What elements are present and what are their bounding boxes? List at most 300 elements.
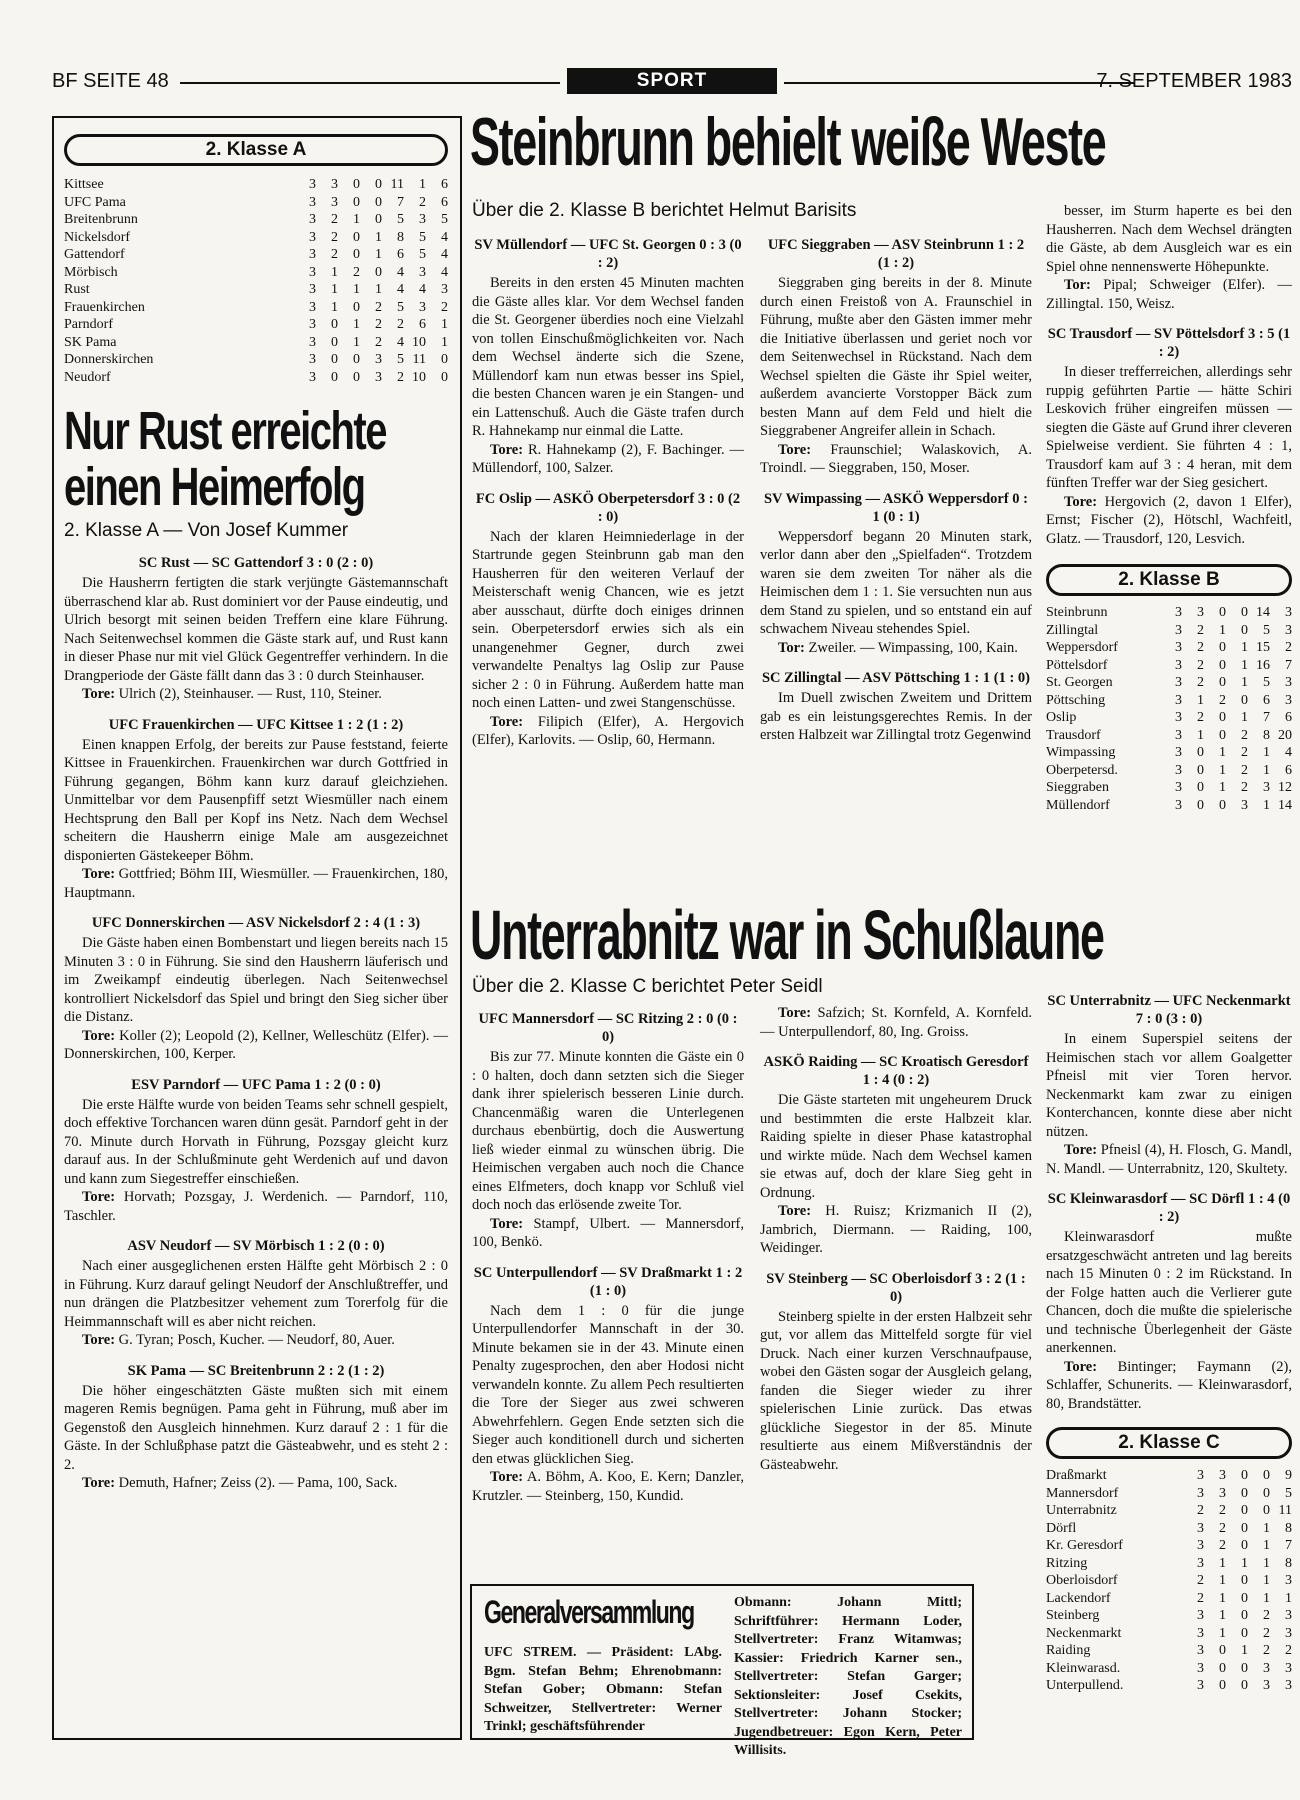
- match-report: Weppersdorf begann 20 Minuten stark, verlor dann aber den „Spielfaden“. Trotzdem waren sie dem zweiten Tor näher als die Heimischen dem 1 : 1. Sie versuchten nun aus dem Stand zu spielen, und so entstand ein auf schwachem Niveau stehendes Spiel.: [760, 528, 1032, 637]
- match-title: UFC Mannersdorf — SC Ritzing 2 : 0 (0 : 0): [478, 1011, 738, 1045]
- match-report: Steinberg spielte in der ersten Halbzeit sehr gut, vor allem das Mittelfeld sorgte für viel Druck. Nach einer kurzen Verschnaufpause, wobei den Gästen sogar der Ausgleich gelang, fanden die Sieger wieder zu ihrer spielerischen Linie zurück. Das etwas glückliche Siegestor in der 85. Minute resultierte aus einem Mißverständnis der Gästeabwehr.: [760, 1308, 1032, 1473]
- stat-cell: 1: [1219, 622, 1226, 638]
- stat-cell: 3: [1263, 1678, 1270, 1693]
- table-row: [1046, 692, 1292, 710]
- stat-cell: 0: [1219, 1660, 1226, 1676]
- stat-cell: 1: [1263, 1590, 1270, 1606]
- stat-cell: 3: [441, 282, 448, 297]
- stat-cell: 0: [1197, 745, 1204, 760]
- stat-cell: 5: [441, 212, 448, 227]
- match-report: Die höher eingeschätzten Gäste mußten sich mit einem mageren Remis begnügen. Pama geht in Führung, muß aber im Gegenstoß den Ausgleich hinnehmen. Kurz darauf 2 : 1 für die Gäste. In der Schlußphase patzt die Gästeabwehr, und es steht 2 : 2.: [64, 1382, 448, 1473]
- stat-cell: 3: [309, 352, 316, 367]
- team-name: Weppersdorf: [1046, 640, 1118, 655]
- match-title: ASV Neudorf — SV Mörbisch 1 : 2 (0 : 0): [127, 1238, 385, 1254]
- stat-cell: 3: [1197, 605, 1204, 620]
- table-row: [1046, 1607, 1292, 1625]
- klasse-b-column-2: [760, 224, 1032, 745]
- stat-cell: 1: [353, 334, 360, 350]
- table-row: [1046, 709, 1292, 727]
- table-row: [1046, 1485, 1292, 1503]
- table-row: [1046, 1537, 1292, 1555]
- stat-cell: 3: [1285, 1678, 1292, 1693]
- stat-cell: 2: [353, 264, 360, 280]
- team-name: Kleinwarasd.: [1046, 1660, 1121, 1676]
- stat-cell: 4: [419, 282, 426, 297]
- stat-cell: 1: [1219, 1625, 1226, 1641]
- stat-cell: 3: [1197, 1520, 1204, 1536]
- match-report: In dieser trefferreichen, allerdings sehr ruppig geführten Partie — hätte Schiri Leskovich früher eingreifen müssen — siegten die Gäste auf Grund ihrer cleveren Spielweise verdient. Sie führten 4 : 1, Trausdorf kam auf 3 : 4 heran, mit dem fünften Treffer war der Sieg gesichert.: [1046, 364, 1292, 491]
- stat-cell: 4: [441, 247, 448, 262]
- stat-cell: 11: [1278, 1503, 1292, 1518]
- page-header: [52, 68, 1292, 96]
- stat-cell: 14: [1278, 797, 1292, 813]
- stat-cell: 16: [1256, 657, 1270, 673]
- stat-cell: 3: [309, 369, 316, 385]
- stat-cell: 3: [1175, 797, 1182, 813]
- stat-cell: 5: [397, 299, 404, 315]
- team-name: Trausdorf: [1046, 727, 1101, 743]
- stat-cell: 2: [375, 334, 382, 350]
- generalversammlung-title: Generalversammlung: [484, 1596, 694, 1630]
- stat-cell: 2: [1285, 1643, 1292, 1658]
- klasse-b-continuation: besser, im Sturm haperte es bei den Hausherren. Nach dem Wechsel drängten die Gäste, ab dem Ausgleich war es ein Spiel ohne nennenswerte Höhepunkte.: [1046, 203, 1292, 275]
- stat-cell: 3: [1219, 1468, 1226, 1483]
- klasse-a-articles: [64, 554, 448, 1493]
- stat-cell: 2: [1197, 675, 1204, 690]
- stat-cell: 2: [1197, 640, 1204, 655]
- stat-cell: 0: [331, 317, 338, 332]
- stat-cell: 1: [1241, 675, 1248, 690]
- stat-cell: 1: [1219, 1608, 1226, 1623]
- klasse-b-table-title: 2. Klasse B: [1046, 564, 1292, 596]
- stat-cell: 3: [1285, 1660, 1292, 1676]
- match-title: UFC Donnerskirchen — ASV Nickelsdorf 2 : 4 (1 : 3): [91, 915, 421, 931]
- match-scorers: Tore: H. Ruisz; Krizmanich II (2), Jambrich, Diermann. — Raiding, 100, Weidinger.: [760, 1203, 1032, 1256]
- klasse-a-headline-2: einen Heimerfolg: [64, 457, 365, 517]
- stat-cell: 2: [1285, 640, 1292, 655]
- match-title: SC Kleinwarasdorf — SC Dörfl 1 : 4 (0 : 2): [1047, 1191, 1291, 1225]
- match-scorers: Tore: Fraunschiel; Walaskovich, A. Troindl. — Sieggraben, 150, Moser.: [760, 441, 1033, 476]
- stat-cell: 0: [1219, 1643, 1226, 1658]
- stat-cell: 1: [1219, 1555, 1226, 1571]
- match-title: SC Zillingtal — ASV Pöttsching 1 : 1 (1 : 0): [761, 670, 1030, 686]
- stat-cell: 2: [1263, 1608, 1270, 1623]
- stat-cell: 0: [1197, 797, 1204, 813]
- stat-cell: 3: [1285, 1573, 1292, 1588]
- team-name: Kittsee: [64, 177, 104, 192]
- stat-cell: 2: [331, 212, 338, 227]
- table-row: [1046, 622, 1292, 640]
- stat-cell: 6: [1285, 710, 1292, 725]
- stat-cell: 0: [1219, 797, 1226, 813]
- match-report: Einen knappen Erfolg, der bereits zur Pause feststand, feierte Kittsee in Frauenkirchen. Frauenkirchen war durch Gottfried in Führung gegangen, Böhm kann kurz darauf gleichziehen. Unmittelbar vor dem Pausenpfiff setzt Wiesmüller nach einem Hechtsprung den Ball per Kopf ins Netz. Nach dem Wechsel scheitern die Hausherrn einige Male am ausgezeichnet disponierten Gästekeeper Böhm.: [64, 736, 448, 864]
- stat-cell: 0: [1241, 1520, 1248, 1536]
- team-name: Unterpullend.: [1046, 1678, 1124, 1693]
- stat-cell: 2: [1197, 657, 1204, 673]
- stat-cell: 1: [375, 247, 382, 262]
- stat-cell: 4: [397, 282, 404, 297]
- stat-cell: 7: [397, 194, 404, 210]
- stat-cell: 0: [1241, 1625, 1248, 1641]
- table-row: [1046, 1555, 1292, 1573]
- stat-cell: 1: [1219, 1590, 1226, 1606]
- stat-cell: 3: [309, 264, 316, 280]
- stat-cell: 1: [1263, 1573, 1270, 1588]
- klasse-c-table-title: 2. Klasse C: [1046, 1427, 1292, 1459]
- stat-cell: 0: [1241, 1538, 1248, 1553]
- stat-cell: 0: [353, 194, 360, 210]
- stat-cell: 8: [1285, 1555, 1292, 1571]
- stat-cell: 4: [1285, 745, 1292, 760]
- stat-cell: 11: [412, 352, 426, 367]
- match-scorers: Tore: Koller (2); Leopold (2), Kellner, Welleschütz (Elfer). — Donnerskirchen, 100, Kerper.: [64, 1027, 448, 1062]
- klasse-c-headline: Unterrabnitz war in Schußlaune: [470, 900, 1104, 966]
- match-report: Die Hausherrn fertigten die stark verjüngte Gästemannschaft überraschend klar ab. Rust dominiert vor der Pause eindeutig, und Ulrich besorgt mit seinen beiden Treffern eine klare Führung. Nach Seitenwechsel kommen die Gäste stark auf, und Rust kann in dieser Phase nur mit viel Glück Gegentreffer verhindern. In die Drangperiode der Gäste fällt dann das 3 : 0 durch Steinhauser.: [64, 575, 448, 684]
- stat-cell: 0: [1219, 640, 1226, 655]
- match-report: Die Gäste haben einen Bombenstart und liegen bereits nach 15 Minuten 3 : 0 in Führung. Sie sind den Hausherrn läuferisch und im Zweikampf eindeutig überlegen. Nach Seitenwechsel kontrolliert Nickelsdorf das Spiel und bringt den Sieg sicher über die Distanz.: [64, 935, 448, 1025]
- stat-cell: 3: [309, 177, 316, 192]
- stat-cell: 3: [1175, 780, 1182, 795]
- match-scorers: Tore: Filipich (Elfer), A. Hergovich (Elfer), Karlovits. — Oslip, 60, Hermann.: [472, 713, 744, 748]
- stat-cell: 0: [441, 352, 448, 367]
- stat-cell: 10: [412, 334, 426, 350]
- stat-cell: 0: [1241, 1678, 1248, 1693]
- match-report: Nach der klaren Heimniederlage in der Startrunde gegen Steinbrunn gab man den Hausherren für den weiteren Verlauf der Meisterschaft wenig Chancen, wie es jetzt aber ausschaut, dürfte doch einiges drinnen sein. Oberpetersdorf erwies sich als ein unangenehmer Gegner, durch zwei verwandelte Penaltys lag Oslip zur Pause sicher 2 : 0 in Führung. Außerdem hatte man noch einen Latten- und zwei Stangenschüsse.: [472, 528, 744, 711]
- stat-cell: 6: [1263, 692, 1270, 708]
- klasse-b-table: [1046, 604, 1292, 814]
- stat-cell: 3: [1175, 692, 1182, 708]
- stat-cell: 1: [1219, 1573, 1226, 1588]
- table-row: [64, 229, 448, 247]
- stat-cell: 3: [419, 264, 426, 280]
- stat-cell: 1: [1263, 1538, 1270, 1553]
- stat-cell: 3: [1285, 622, 1292, 638]
- stat-cell: 2: [1241, 745, 1248, 760]
- team-name: Zillingtal: [1046, 622, 1099, 638]
- stat-cell: 5: [397, 212, 404, 227]
- match-title: SC Unterpullendorf — SV Draßmarkt 1 : 2 (1 : 0): [473, 1264, 743, 1299]
- stat-cell: 0: [1219, 675, 1226, 690]
- team-name: Ritzing: [1046, 1555, 1088, 1571]
- stat-cell: 0: [353, 369, 360, 385]
- stat-cell: 0: [441, 369, 448, 385]
- stat-cell: 3: [1175, 675, 1182, 690]
- klasse-a-box: [52, 116, 462, 1740]
- team-name: Neudorf: [64, 369, 111, 385]
- team-name: Breitenbrunn: [64, 212, 138, 227]
- stat-cell: 6: [419, 317, 426, 332]
- klasse-b-column-1: [472, 224, 744, 750]
- team-name: Pöttsching: [1046, 692, 1106, 708]
- match-scorers: Tor: Zweiler. — Wimpassing, 100, Kain.: [778, 639, 1018, 656]
- match-report: Sieggraben ging bereits in der 8. Minute durch einen Freistoß von A. Fraunschiel in Führung, mußte aber den Gästen immer mehr die Initiative überlassen und geriet noch vor dem Seitenwechsel in Rückstand. Nach dem Wechsel spielten die Gäste ihr Spiel weiter, außerdem avancierte Vorstopper Bäck zum besten Mann auf dem Feld und hielt die Sieggrabener Angreifer allein in Schach.: [760, 275, 1032, 439]
- generalversammlung-box: [470, 1584, 974, 1758]
- stat-cell: 3: [331, 177, 338, 192]
- team-name: SK Pama: [64, 334, 117, 350]
- stat-cell: 3: [1197, 1538, 1204, 1553]
- table-row: [64, 334, 448, 352]
- stat-cell: 6: [441, 194, 448, 210]
- stat-cell: 5: [1263, 675, 1270, 690]
- team-name: Frauenkirchen: [64, 299, 145, 315]
- stat-cell: 3: [1197, 1660, 1204, 1676]
- table-row: [1046, 1642, 1292, 1660]
- table-row: [64, 264, 448, 282]
- klasse-a-table: [64, 176, 448, 386]
- klasse-c-column-2-articles: [760, 1053, 1032, 1474]
- klasse-c-headline-wrap: [470, 900, 1300, 966]
- stat-cell: 3: [1175, 640, 1182, 655]
- stat-cell: 2: [1241, 727, 1248, 743]
- stat-cell: 3: [1285, 1625, 1292, 1641]
- table-row: [1046, 1625, 1292, 1643]
- stat-cell: 3: [1175, 622, 1182, 638]
- stat-cell: 14: [1256, 605, 1270, 620]
- stat-cell: 2: [1219, 1520, 1226, 1536]
- issue-date: 7. SEPTEMBER 1983: [1096, 70, 1292, 92]
- match-report: Im Duell zwischen Zweitem und Drittem gab es ein leistungsgerechtes Remis. In der ersten Halbzeit war Zillingtal trotz Gegenwind: [760, 690, 1032, 743]
- team-name: Unterrabnitz: [1046, 1503, 1117, 1518]
- stat-cell: 1: [1285, 1590, 1292, 1606]
- table-row: [1046, 727, 1292, 745]
- stat-cell: 0: [375, 212, 382, 227]
- stat-cell: 2: [1263, 1625, 1270, 1641]
- table-row: [64, 369, 448, 387]
- stat-cell: 2: [1241, 780, 1248, 795]
- stat-cell: 2: [375, 317, 382, 332]
- stat-cell: 3: [1197, 1555, 1204, 1571]
- match-report: Kleinwarasdorf mußte ersatzgeschwächt antreten und lag bereits nach 15 Minuten 0 : 2 im Rückstand. In der Folge hatten auch die Verlierer gute Chancen, doch die mußte die spielerische und technische Überlegenheit der Gäste anerkennen.: [1046, 1229, 1292, 1356]
- team-name: Draßmarkt: [1046, 1468, 1107, 1483]
- stat-cell: 0: [375, 177, 382, 192]
- section-label: SPORT: [567, 68, 777, 94]
- stat-cell: 0: [353, 299, 360, 315]
- match-report: Nach einer ausgeglichenen ersten Hälfte geht Mörbisch 2 : 0 in Führung. Kurz darauf gelingt Neudorf der Anschlußtreffer, und nun drängen die Platzbesitzer vehement zum Torerfolg für die Heimmannschaft will es aber nicht reichen.: [64, 1258, 448, 1330]
- stat-cell: 1: [1241, 710, 1248, 725]
- stat-cell: 3: [1285, 1608, 1292, 1623]
- stat-cell: 1: [1263, 745, 1270, 760]
- stat-cell: 1: [419, 177, 426, 192]
- table-row: [1046, 1467, 1292, 1485]
- table-row: [1046, 1502, 1292, 1520]
- stat-cell: 2: [1219, 692, 1226, 708]
- team-name: Neckenmarkt: [1046, 1625, 1122, 1641]
- team-name: Steinbrunn: [1046, 605, 1108, 620]
- team-name: Wimpassing: [1046, 745, 1116, 760]
- match-title: SK Pama — SC Breitenbrunn 2 : 2 (1 : 2): [127, 1362, 385, 1379]
- table-row: [64, 211, 448, 229]
- stat-cell: 0: [1219, 1678, 1226, 1693]
- stat-cell: 3: [309, 334, 316, 350]
- stat-cell: 0: [1241, 692, 1248, 708]
- stat-cell: 3: [309, 212, 316, 227]
- match-scorers: Tore: Stampf, Ulbert. — Mannersdorf, 100, Benkö.: [472, 1215, 745, 1250]
- stat-cell: 0: [353, 229, 360, 245]
- team-name: Mörbisch: [64, 264, 118, 280]
- stat-cell: 2: [419, 194, 426, 210]
- stat-cell: 3: [1175, 745, 1182, 760]
- match-title: UFC Frauenkirchen — UFC Kittsee 1 : 2 (1 : 2): [108, 716, 404, 733]
- match-scorers: Tore: R. Hahnekamp (2), F. Bachinger. — Müllendorf, 100, Salzer.: [472, 441, 745, 476]
- stat-cell: 6: [441, 177, 448, 192]
- klasse-c-column-2-tore: Tore: Safzich; St. Kornfeld, A. Kornfeld. — Unterpullendorf, 80, Ing. Groiss.: [760, 1005, 1032, 1040]
- table-row: [64, 246, 448, 264]
- stat-cell: 10: [412, 369, 426, 385]
- team-name: Oberloisdorf: [1046, 1573, 1118, 1588]
- page-label: BF SEITE 48: [52, 70, 169, 92]
- team-name: Müllendorf: [1046, 797, 1110, 813]
- match-title: SC Unterrabnitz — UFC Neckenmarkt 7 : 0 (3 : 0): [1047, 993, 1291, 1027]
- match-title: UFC Sieggraben — ASV Steinbrunn 1 : 2 (1 : 2): [767, 237, 1025, 271]
- stat-cell: 3: [331, 194, 338, 210]
- table-row: [64, 299, 448, 317]
- stat-cell: 1: [1197, 692, 1204, 708]
- table-row: [64, 351, 448, 369]
- table-row: [1046, 744, 1292, 762]
- stat-cell: 8: [1285, 1520, 1292, 1536]
- stat-cell: 0: [1219, 657, 1226, 673]
- stat-cell: 2: [1197, 710, 1204, 725]
- stat-cell: 1: [1241, 640, 1248, 655]
- stat-cell: 3: [419, 212, 426, 227]
- match-scorers: Tore: Pfneisl (4), H. Flosch, G. Mandl, N. Mandl. — Unterrabnitz, 120, Skultety.: [1046, 1142, 1292, 1177]
- stat-cell: 0: [1241, 1503, 1248, 1518]
- stat-cell: 7: [1263, 710, 1270, 725]
- stat-cell: 3: [1197, 1678, 1204, 1693]
- klasse-c-column-2: [760, 1004, 1032, 1474]
- stat-cell: 3: [1241, 797, 1248, 813]
- stat-cell: 2: [331, 229, 338, 245]
- match-scorers: Tore: Ulrich (2), Steinhauser. — Rust, 110, Steiner.: [82, 686, 382, 702]
- stat-cell: 0: [1263, 1485, 1270, 1501]
- stat-cell: 9: [1285, 1468, 1292, 1483]
- team-name: Rust: [64, 282, 90, 297]
- match-title: SC Rust — SC Gattendorf 3 : 0 (2 : 0): [138, 555, 374, 571]
- stat-cell: 3: [1197, 1608, 1204, 1623]
- table-row: [1046, 1677, 1292, 1695]
- stat-cell: 1: [1219, 780, 1226, 795]
- stat-cell: 0: [353, 177, 360, 192]
- stat-cell: 0: [331, 334, 338, 350]
- match-title: ASKÖ Raiding — SC Kroatisch Geresdorf 1 : 4 (0 : 2): [763, 1054, 1029, 1088]
- table-row: [1046, 1572, 1292, 1590]
- stat-cell: 0: [1241, 1608, 1248, 1623]
- klasse-c-column-1: [472, 998, 744, 1505]
- stat-cell: 5: [1263, 622, 1270, 638]
- stat-cell: 5: [397, 352, 404, 367]
- table-row: [1046, 674, 1292, 692]
- table-row: [1046, 779, 1292, 797]
- team-name: Donnerskirchen: [64, 352, 154, 367]
- stat-cell: 2: [397, 369, 404, 385]
- stat-cell: 3: [1197, 1625, 1204, 1641]
- stat-cell: 1: [331, 282, 338, 297]
- stat-cell: 1: [353, 282, 360, 297]
- stat-cell: 12: [1278, 780, 1292, 795]
- stat-cell: 1: [1263, 797, 1270, 813]
- stat-cell: 2: [1197, 622, 1204, 638]
- table-row: [1046, 604, 1292, 622]
- team-name: Gattendorf: [64, 247, 125, 262]
- stat-cell: 3: [1197, 1643, 1204, 1658]
- match-report: Bis zur 77. Minute konnten die Gäste ein 0 : 0 halten, doch dann setzten sich die Sieger dank ihrer spielerisch besseren Linie durch. Chancenmäßig waren die Unterlegenen durchaus ebenbürtig, doch die Auswertung ließ wieder einmal zu wünschen übrig. Die Heimischen vergaben auch noch die Chance eines Elfmeters, doch knapp vor Schluß viel doch noch das erlösende zweite Tor.: [472, 1049, 744, 1213]
- klasse-b-headline-wrap: [470, 108, 1300, 168]
- stat-cell: 3: [309, 282, 316, 297]
- match-report: Die erste Hälfte wurde von beiden Teams sehr schnell gespielt, doch effektive Torchancen waren dünn gesät. Parndorf geht in der 70. Minute durch Horvath in Führung, Pozsgay gleicht kurz darauf aus. In der Schlußminute geht Werdenich auf und davon und kann zum Siegestreffer einschießen.: [64, 1096, 448, 1187]
- stat-cell: 7: [1285, 657, 1292, 673]
- klasse-c-column-3-articles: [1046, 992, 1292, 1413]
- stat-cell: 4: [397, 264, 404, 280]
- stat-cell: 0: [1241, 622, 1248, 638]
- klasse-c-column-3: [1046, 980, 1292, 1695]
- stat-cell: 0: [331, 369, 338, 385]
- team-name: Parndorf: [64, 317, 113, 332]
- stat-cell: 2: [1197, 1573, 1204, 1588]
- table-row: [1046, 657, 1292, 675]
- table-row: [64, 281, 448, 299]
- stat-cell: 1: [1219, 745, 1226, 760]
- stat-cell: 3: [375, 352, 382, 367]
- match-title: SV Müllendorf — UFC St. Georgen 0 : 3 (0 : 2): [474, 237, 742, 271]
- stat-cell: 3: [1197, 1468, 1204, 1483]
- team-name: UFC Pama: [64, 194, 126, 210]
- stat-cell: 0: [1197, 762, 1204, 778]
- generalversammlung-right: Obmann: Johann Mittl; Schriftführer: Hermann Loder, Stellvertreter: Franz Witamwas; Kassier: Friedrich Karner sen., Stellvertreter: Stefan Garger; Sektionsleiter: Josef Csekits, Stellvertreter: Johann Stocker; Jugendbetreuer: Egon Kern, Peter Willisits.: [734, 1595, 962, 1758]
- match-report: Bereits in den ersten 45 Minuten machten die Gäste alles klar. Vor dem Wechsel fanden die St. Georgener überdies noch eine Vielzahl von tollen Einschußmöglichkeiten vor. Nach dem Wechsel änderte sich die Szene, Müllendorf kam nun etwas besser ins Spiel, die besten Chancen waren je ein Stangen- und ein Lattenschuß. Auch die Gäste trafen durch R. Hahnekamp nur einmal die Latte.: [472, 275, 744, 439]
- stat-cell: 3: [1175, 605, 1182, 620]
- stat-cell: 0: [1219, 605, 1226, 620]
- team-name: Pöttelsdorf: [1046, 657, 1108, 673]
- match-scorers: Tore: Bintinger; Faymann (2), Schlaffer, Schunerits. — Kleinwarasdorf, 80, Brandstätter.: [1046, 1358, 1293, 1412]
- stat-cell: 1: [1241, 1643, 1248, 1658]
- stat-cell: 3: [1175, 710, 1182, 725]
- klasse-b-column-3-articles: [1046, 325, 1292, 548]
- stat-cell: 3: [309, 194, 316, 210]
- stat-cell: 2: [1263, 1643, 1270, 1658]
- stat-cell: 1: [331, 299, 338, 315]
- table-row: [64, 316, 448, 334]
- stat-cell: 2: [397, 317, 404, 332]
- stat-cell: 6: [1285, 762, 1292, 778]
- stat-cell: 3: [309, 229, 316, 245]
- match-scorers: Tore: A. Böhm, A. Koo, E. Kern; Danzler, Krutzler. — Steinberg, 150, Kundid.: [472, 1469, 744, 1504]
- team-name: Lackendorf: [1046, 1590, 1111, 1606]
- stat-cell: 3: [1285, 675, 1292, 690]
- match-scorers: Tore: Horvath; Pozsgay, J. Werdenich. — Parndorf, 110, Taschler.: [64, 1189, 449, 1224]
- stat-cell: 2: [1219, 1538, 1226, 1553]
- stat-cell: 8: [1263, 727, 1270, 743]
- match-title: FC Oslip — ASKÖ Oberpetersdorf 3 : 0 (2 : 0): [475, 490, 741, 525]
- match-scorers: Tore: Demuth, Hafner; Zeiss (2). — Pama, 100, Sack.: [82, 1475, 398, 1491]
- stat-cell: 0: [1219, 710, 1226, 725]
- stat-cell: 5: [419, 229, 426, 245]
- stat-cell: 0: [375, 264, 382, 280]
- klasse-b-continuation-tore: Tor: Pipal; Schweiger (Elfer). — Zillingtal. 150, Weisz.: [1046, 277, 1293, 312]
- team-name: Nickelsdorf: [64, 229, 131, 245]
- stat-cell: 1: [375, 229, 382, 245]
- stat-cell: 4: [441, 229, 448, 245]
- stat-cell: 1: [1263, 762, 1270, 778]
- stat-cell: 0: [331, 352, 338, 367]
- stat-cell: 3: [1285, 605, 1292, 620]
- stat-cell: 0: [1241, 1468, 1248, 1483]
- stat-cell: 0: [375, 194, 382, 210]
- stat-cell: 0: [1241, 1660, 1248, 1676]
- match-report: In einem Superspiel seitens der Heimischen stach vor allem Goalgetter Pfneisl mit vier Toren hervor. Neckenmarkt kam zwar zu einigen Konterchancen, konnte diese aber nicht nützen.: [1046, 1031, 1292, 1140]
- stat-cell: 3: [1175, 657, 1182, 673]
- stat-cell: 1: [1263, 1520, 1270, 1536]
- stat-cell: 0: [1241, 1590, 1248, 1606]
